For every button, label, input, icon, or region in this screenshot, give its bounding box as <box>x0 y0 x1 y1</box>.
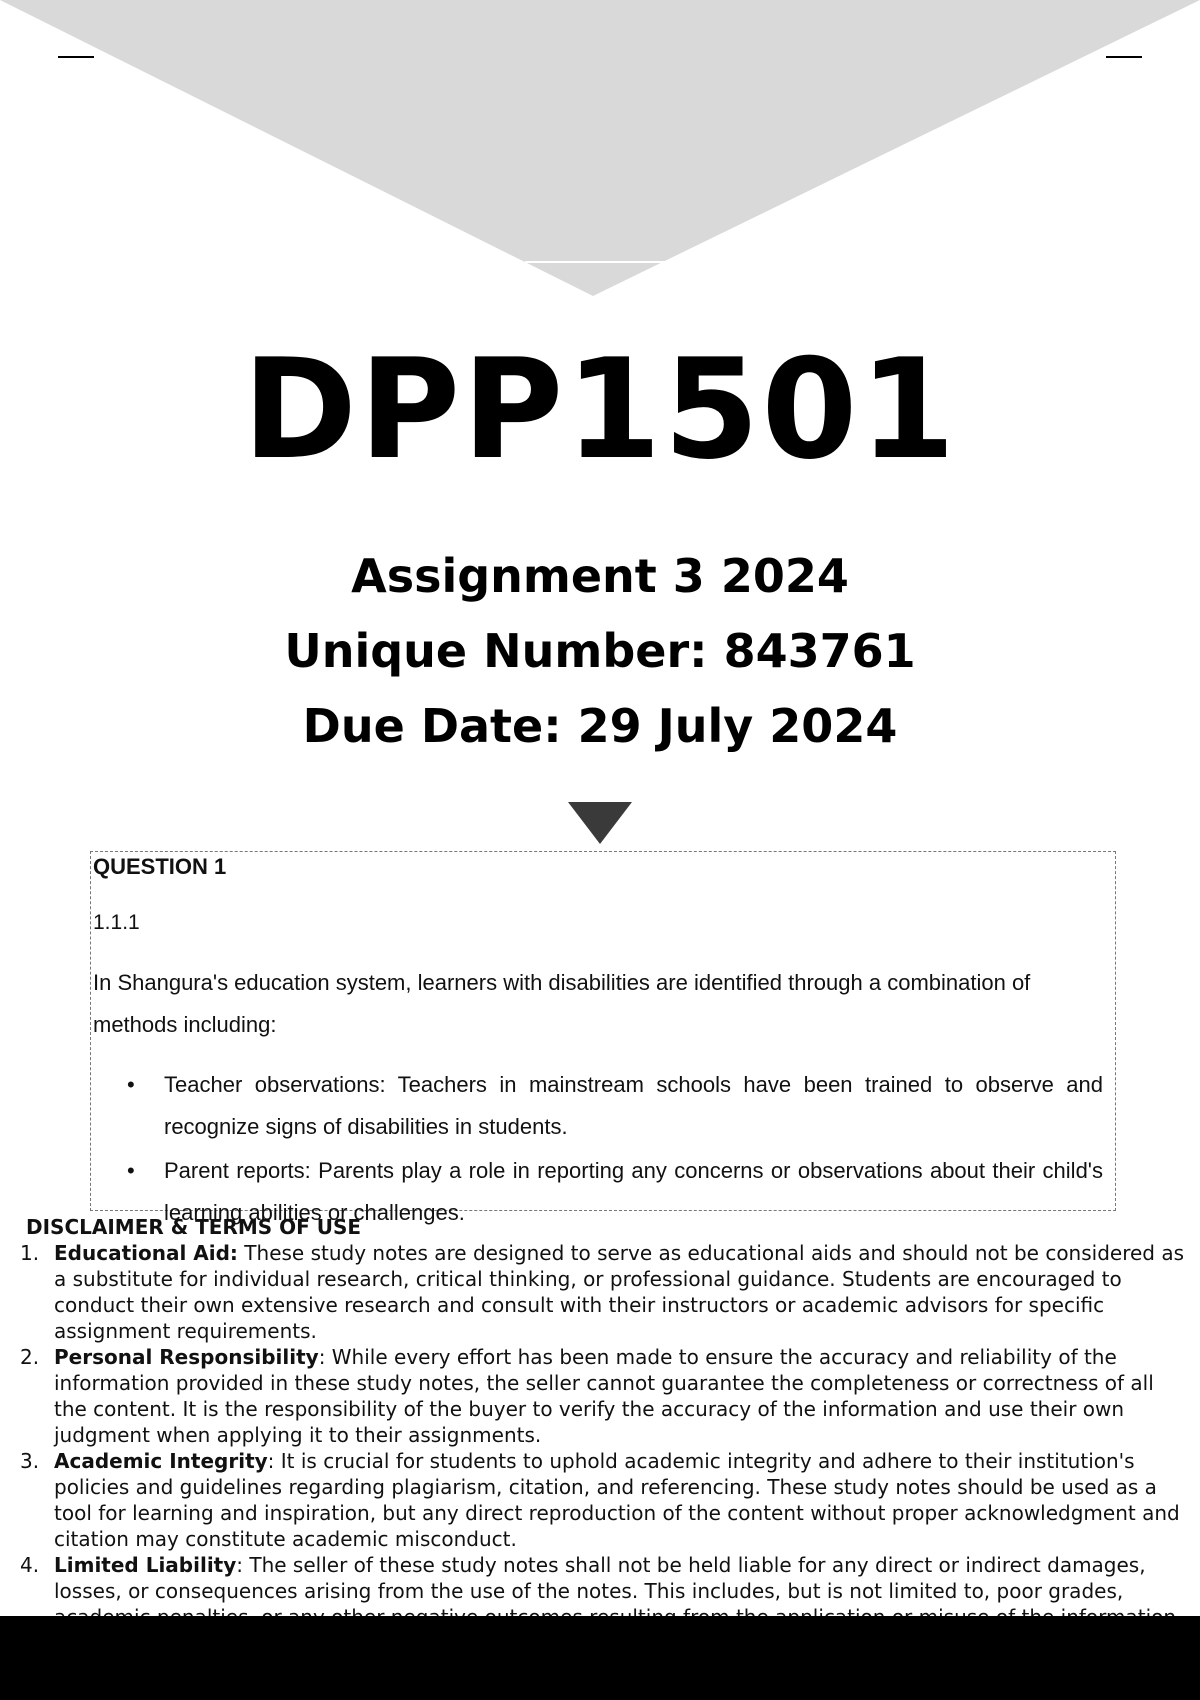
question-bullet-list <box>91 1064 1103 1236</box>
bullet-icon: • <box>127 1072 135 1097</box>
item-term: Educational Aid: <box>54 1241 238 1265</box>
assignment-title: Assignment 3 2024 <box>351 549 849 603</box>
disclaimer-list <box>0 1240 1190 1630</box>
item-number: 4. <box>20 1553 40 1577</box>
item-text: : While every effort has been made to ensure the accuracy and reliability of the information provided in these study notes, the seller cannot guarantee the completeness or correctness of all the content. It is the responsibility of the buyer to verify the accuracy of the information and use their own judgment when applying it to their assignments. <box>54 1345 1154 1447</box>
question-heading: QUESTION 1 <box>93 854 227 879</box>
list-item <box>0 1240 1190 1344</box>
question-number: 1.1.1 <box>93 911 140 934</box>
disclaimer-section <box>0 1214 1200 1616</box>
question-intro: In Shangura's education system, learners with disabilities are identified through a combination of methods including: <box>93 970 1031 1037</box>
due-date-value: 29 July 2024 <box>577 699 898 753</box>
item-text: : It is crucial for students to uphold academic integrity and adhere to their institution's policies and guidelines regarding plagiarism, citation, and referencing. These study notes should be used as a tool for learning and inspiration, but any direct reproduction of the content without proper acknowledgment and citation may constitute academic misconduct. <box>54 1449 1180 1551</box>
unique-number-value: 843761 <box>723 624 916 678</box>
list-item <box>0 1344 1190 1448</box>
due-date-label: Due Date: <box>302 699 562 753</box>
item-term: Limited Liability <box>54 1553 237 1577</box>
item-term: Personal Responsibility <box>54 1345 319 1369</box>
bullet-text: Parent reports: Parents play a role in reporting any concerns or observations about their child's learning abilities or challenges. <box>164 1158 1103 1225</box>
item-number: 2. <box>20 1345 40 1369</box>
question-preview-box <box>90 851 1116 1225</box>
unique-number <box>0 623 1200 679</box>
item-number: 3. <box>20 1449 40 1473</box>
bullet-text: Teacher observations: Teachers in mainstream schools have been trained to observe and recognize signs of disabilities in students. <box>164 1072 1103 1139</box>
down-arrow-icon <box>568 802 632 844</box>
due-date <box>0 698 1200 754</box>
disclaimer-title: DISCLAIMER & TERMS OF USE <box>26 1215 362 1239</box>
corner-mark-left <box>58 56 94 58</box>
footer-bar <box>0 1616 1200 1700</box>
item-number: 1. <box>20 1241 40 1265</box>
course-code: DPP1501 <box>242 329 958 490</box>
item-term: Academic Integrity <box>54 1449 268 1473</box>
unique-number-label: Unique Number: <box>284 624 708 678</box>
bullet-icon: • <box>127 1158 135 1183</box>
list-item <box>91 1064 1103 1148</box>
corner-mark-right <box>1106 56 1142 58</box>
item-text: : The seller of these study notes shall not be held liable for any direct or indirect damages, losses, or consequences arising from the use of the notes. This includes, but is not limited to, poor grades, <box>54 1553 1146 1603</box>
cover-banner-shape <box>0 0 1200 300</box>
list-item <box>0 1448 1190 1552</box>
item-text: These study notes are designed to serve as educational aids and should not be considered as a substitute for individual research, critical thinking, or professional guidance. Students are encouraged to conduct their own extensive research and consult with their instructors or academic advisors for specific assignment requirements. <box>54 1241 1185 1343</box>
